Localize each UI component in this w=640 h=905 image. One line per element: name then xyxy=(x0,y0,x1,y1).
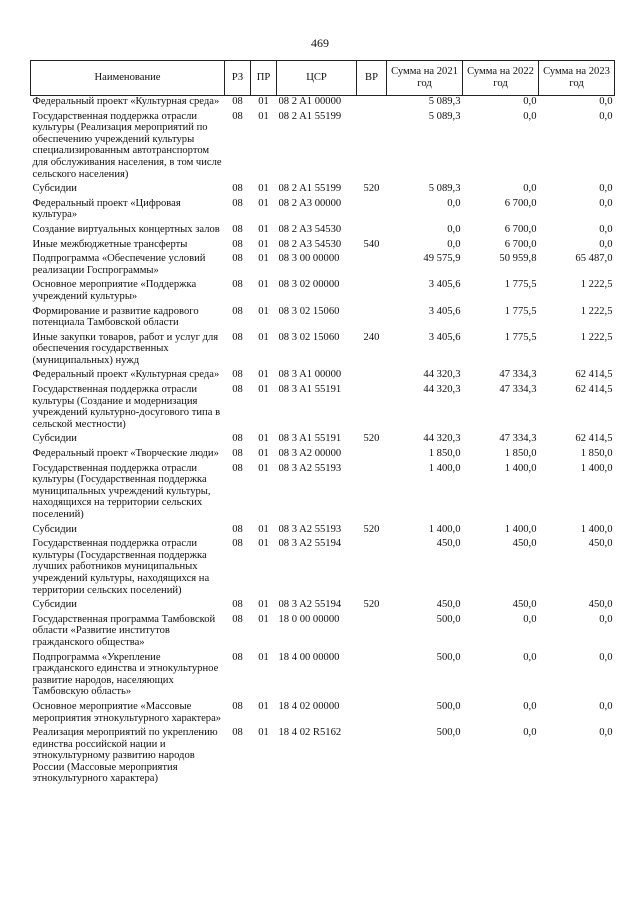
row-name: Субсидии xyxy=(32,433,77,445)
row-sum-2021: 44 320,3 xyxy=(423,384,461,396)
row-vr xyxy=(357,384,387,433)
row-vr: 540 xyxy=(363,238,380,250)
table-row xyxy=(31,652,615,701)
table-row xyxy=(31,433,615,448)
row-sum-2022: 47 334,3 xyxy=(499,369,537,381)
row-sum-2023: 1 222,5 xyxy=(580,279,613,291)
row-vr xyxy=(357,448,387,463)
row-rz: 08 xyxy=(232,238,243,250)
row-sum-2022: 6 700,0 xyxy=(504,223,537,235)
row-name: Государственная программа Тамбовской области «Развитие институтов гражданского общества» xyxy=(32,613,216,648)
row-sum-2022: 1 775,5 xyxy=(504,305,537,317)
row-sum-2022: 0,0 xyxy=(523,700,537,712)
row-pr: 01 xyxy=(258,197,269,209)
row-csr: 08 3 A1 00000 xyxy=(278,369,342,381)
row-sum-2023: 0,0 xyxy=(599,700,613,712)
row-sum-2022: 1 400,0 xyxy=(504,462,537,474)
row-pr: 01 xyxy=(258,331,269,343)
row-sum-2023: 450,0 xyxy=(588,599,613,611)
table-row xyxy=(31,384,615,433)
row-csr: 08 3 A2 55194 xyxy=(278,538,342,550)
row-name: Субсидии xyxy=(32,523,77,535)
row-csr: 08 2 A3 54530 xyxy=(278,238,342,250)
row-vr xyxy=(357,614,387,652)
row-sum-2023: 62 414,5 xyxy=(575,433,613,445)
row-sum-2021: 49 575,9 xyxy=(423,253,461,265)
row-vr xyxy=(357,306,387,332)
row-name: Федеральный проект «Культурная среда» xyxy=(32,369,220,381)
row-sum-2023: 0,0 xyxy=(599,238,613,250)
row-sum-2022: 6 700,0 xyxy=(504,238,537,250)
table-row xyxy=(31,279,615,305)
row-pr: 01 xyxy=(258,305,269,317)
table-row xyxy=(31,253,615,279)
header-vr: ВР xyxy=(357,61,387,96)
header-sum-2022: Сумма на 2022 год xyxy=(463,61,539,96)
row-name: Федеральный проект «Культурная среда» xyxy=(32,96,220,107)
table-row xyxy=(31,332,615,370)
row-pr: 01 xyxy=(258,523,269,535)
row-pr: 01 xyxy=(258,223,269,235)
row-vr xyxy=(357,538,387,599)
row-sum-2022: 0,0 xyxy=(523,183,537,195)
row-csr: 08 3 02 00000 xyxy=(278,279,340,291)
row-sum-2023: 65 487,0 xyxy=(575,253,613,265)
header-sum-2021: Сумма на 2021 год xyxy=(387,61,463,96)
row-sum-2021: 0,0 xyxy=(447,238,461,250)
row-pr: 01 xyxy=(258,279,269,291)
row-rz: 08 xyxy=(232,331,243,343)
row-vr xyxy=(357,253,387,279)
page-number: 469 xyxy=(311,36,329,50)
row-csr: 08 2 A1 55199 xyxy=(278,183,342,195)
row-sum-2021: 44 320,3 xyxy=(423,369,461,381)
row-sum-2022: 50 959,8 xyxy=(499,253,537,265)
row-sum-2022: 47 334,3 xyxy=(499,384,537,396)
row-sum-2023: 62 414,5 xyxy=(575,384,613,396)
table-row xyxy=(31,614,615,652)
budget-table xyxy=(30,60,615,788)
table-row xyxy=(31,369,615,384)
table-header xyxy=(31,61,615,96)
row-sum-2023: 62 414,5 xyxy=(575,369,613,381)
row-sum-2022: 1 400,0 xyxy=(504,523,537,535)
row-name: Подпрограмма «Укрепление гражданского единства и этнокультурное развитие народов, населяющих Тамбовскую область» xyxy=(32,651,219,698)
row-sum-2021: 5 089,3 xyxy=(428,96,461,107)
row-pr: 01 xyxy=(258,110,269,122)
table-row xyxy=(31,224,615,239)
row-sum-2022: 6 700,0 xyxy=(504,197,537,209)
row-sum-2021: 500,0 xyxy=(436,727,461,739)
table-row xyxy=(31,96,615,111)
row-sum-2022: 0,0 xyxy=(523,727,537,739)
row-pr: 01 xyxy=(258,462,269,474)
row-name: Основное мероприятие «Поддержка учреждений культуры» xyxy=(32,279,197,302)
row-csr: 08 3 02 15060 xyxy=(278,331,340,343)
header-rz: РЗ xyxy=(225,61,251,96)
row-pr: 01 xyxy=(258,183,269,195)
row-sum-2023: 0,0 xyxy=(599,613,613,625)
row-vr: 520 xyxy=(363,599,380,611)
row-sum-2021: 44 320,3 xyxy=(423,433,461,445)
header-csr: ЦСР xyxy=(277,61,357,96)
row-vr xyxy=(357,279,387,305)
row-rz: 08 xyxy=(232,538,243,550)
header-name: Наименование xyxy=(31,61,225,96)
row-rz: 08 xyxy=(232,253,243,265)
row-csr: 08 3 A2 55194 xyxy=(278,599,342,611)
row-sum-2023: 0,0 xyxy=(599,183,613,195)
header-pr: ПР xyxy=(251,61,277,96)
row-sum-2022: 0,0 xyxy=(523,613,537,625)
row-name: Основное мероприятие «Массовые мероприятия этнокультурного характера» xyxy=(32,700,222,724)
row-sum-2021: 450,0 xyxy=(436,538,461,550)
row-sum-2021: 3 405,6 xyxy=(428,305,461,317)
row-rz: 08 xyxy=(232,462,243,474)
row-csr: 08 3 A2 55193 xyxy=(278,462,342,474)
row-rz: 08 xyxy=(232,727,243,739)
row-sum-2021: 450,0 xyxy=(436,599,461,611)
row-pr: 01 xyxy=(258,253,269,265)
row-pr: 01 xyxy=(258,96,269,107)
row-sum-2023: 1 222,5 xyxy=(580,331,613,343)
row-rz: 08 xyxy=(232,279,243,291)
row-rz: 08 xyxy=(232,369,243,381)
row-csr: 18 4 02 R5162 xyxy=(278,727,342,739)
row-pr: 01 xyxy=(258,538,269,550)
row-name: Субсидии xyxy=(32,183,77,195)
row-name: Иные межбюджетные трансферты xyxy=(32,238,188,250)
row-csr: 08 3 00 00000 xyxy=(278,253,340,265)
table-row xyxy=(31,111,615,184)
row-sum-2021: 0,0 xyxy=(447,197,461,209)
row-sum-2022: 1 775,5 xyxy=(504,279,537,291)
row-sum-2022: 1 850,0 xyxy=(504,448,537,460)
row-vr xyxy=(357,96,387,111)
row-sum-2021: 500,0 xyxy=(436,700,461,712)
row-rz: 08 xyxy=(232,613,243,625)
row-csr: 08 3 A1 55191 xyxy=(278,433,342,445)
row-rz: 08 xyxy=(232,433,243,445)
row-sum-2023: 0,0 xyxy=(599,727,613,739)
row-csr: 08 3 A1 55191 xyxy=(278,384,342,396)
row-vr: 520 xyxy=(363,523,380,535)
row-vr xyxy=(357,727,387,788)
row-pr: 01 xyxy=(258,651,269,663)
row-vr xyxy=(357,701,387,727)
row-rz: 08 xyxy=(232,305,243,317)
table-row xyxy=(31,306,615,332)
row-sum-2023: 0,0 xyxy=(599,197,613,209)
row-name: Федеральный проект «Цифровая культура» xyxy=(32,197,181,221)
row-rz: 08 xyxy=(232,700,243,712)
row-sum-2023: 1 400,0 xyxy=(580,462,613,474)
row-sum-2022: 0,0 xyxy=(523,651,537,663)
row-vr: 240 xyxy=(363,331,380,343)
row-sum-2022: 450,0 xyxy=(512,538,537,550)
row-name: Подпрограмма «Обеспечение условий реализации Госпрограммы» xyxy=(32,253,206,276)
row-csr: 08 2 A3 00000 xyxy=(278,197,342,209)
row-csr: 18 0 00 00000 xyxy=(278,613,340,625)
row-name: Реализация мероприятий по укреплению единства российской нации и этнокультурному развитию народов России (Массовые мероприятия этнокультурного характера) xyxy=(32,727,218,785)
row-sum-2023: 0,0 xyxy=(599,223,613,235)
row-sum-2022: 1 775,5 xyxy=(504,331,537,343)
row-sum-2022: 450,0 xyxy=(512,599,537,611)
row-csr: 18 4 02 00000 xyxy=(278,700,340,712)
row-sum-2023: 1 222,5 xyxy=(580,305,613,317)
row-vr xyxy=(357,198,387,224)
table-row xyxy=(31,524,615,539)
row-pr: 01 xyxy=(258,599,269,611)
row-csr: 08 2 A1 00000 xyxy=(278,96,342,107)
row-csr: 08 2 A1 55199 xyxy=(278,110,342,122)
row-vr xyxy=(357,369,387,384)
row-sum-2021: 1 850,0 xyxy=(428,448,461,460)
row-rz: 08 xyxy=(232,384,243,396)
row-pr: 01 xyxy=(258,727,269,739)
row-rz: 08 xyxy=(232,599,243,611)
row-rz: 08 xyxy=(232,96,243,107)
row-rz: 08 xyxy=(232,448,243,460)
row-sum-2023: 0,0 xyxy=(599,110,613,122)
row-name: Субсидии xyxy=(32,599,77,611)
table-body xyxy=(31,96,615,789)
row-pr: 01 xyxy=(258,369,269,381)
row-sum-2021: 1 400,0 xyxy=(428,523,461,535)
row-vr: 520 xyxy=(363,183,380,195)
row-name: Государственная поддержка отрасли культуры (Государственная поддержка муниципальных учреждений культуры, находящихся на территории сельских поселений) xyxy=(32,462,211,520)
table-row xyxy=(31,701,615,727)
row-sum-2021: 1 400,0 xyxy=(428,462,461,474)
row-sum-2023: 0,0 xyxy=(599,651,613,663)
row-vr xyxy=(357,111,387,184)
row-sum-2021: 500,0 xyxy=(436,651,461,663)
row-name: Государственная поддержка отрасли культуры (Создание и модернизация учреждений культурно-досугового типа в сельской местности) xyxy=(32,384,221,430)
table-row xyxy=(31,727,615,788)
row-csr: 18 4 00 00000 xyxy=(278,651,340,663)
row-vr xyxy=(357,224,387,239)
row-pr: 01 xyxy=(258,384,269,396)
row-rz: 08 xyxy=(232,523,243,535)
row-name: Федеральный проект «Творческие люди» xyxy=(32,448,219,460)
row-sum-2023: 1 400,0 xyxy=(580,523,613,535)
row-sum-2022: 0,0 xyxy=(523,96,537,107)
row-pr: 01 xyxy=(258,238,269,250)
row-sum-2021: 3 405,6 xyxy=(428,279,461,291)
row-sum-2022: 0,0 xyxy=(523,110,537,122)
row-rz: 08 xyxy=(232,223,243,235)
table-row xyxy=(31,463,615,524)
row-sum-2023: 0,0 xyxy=(599,96,613,107)
row-rz: 08 xyxy=(232,183,243,195)
row-sum-2021: 500,0 xyxy=(436,613,461,625)
row-sum-2023: 450,0 xyxy=(588,538,613,550)
row-rz: 08 xyxy=(232,651,243,663)
table-row xyxy=(31,198,615,224)
row-vr xyxy=(357,652,387,701)
row-vr xyxy=(357,463,387,524)
header-sum-2023: Сумма на 2023 год xyxy=(539,61,615,96)
table-row xyxy=(31,448,615,463)
row-sum-2022: 47 334,3 xyxy=(499,433,537,445)
row-csr: 08 2 A3 54530 xyxy=(278,223,342,235)
row-pr: 01 xyxy=(258,448,269,460)
row-sum-2023: 1 850,0 xyxy=(580,448,613,460)
row-name: Создание виртуальных концертных залов xyxy=(32,223,220,235)
table-row xyxy=(31,538,615,599)
table-row xyxy=(31,239,615,254)
row-name: Формирование и развитие кадрового потенциала Тамбовской области xyxy=(32,305,199,329)
row-rz: 08 xyxy=(232,110,243,122)
row-pr: 01 xyxy=(258,613,269,625)
row-sum-2021: 3 405,6 xyxy=(428,331,461,343)
row-vr: 520 xyxy=(363,433,380,445)
row-sum-2021: 5 089,3 xyxy=(428,110,461,122)
row-pr: 01 xyxy=(258,700,269,712)
row-pr: 01 xyxy=(258,433,269,445)
row-csr: 08 3 A2 00000 xyxy=(278,448,342,460)
row-sum-2021: 5 089,3 xyxy=(428,183,461,195)
row-name: Государственная поддержка отрасли культуры (Государственная поддержка лучших работников муниципальных учреждений культуры, находящихся на территории сельских поселений) xyxy=(32,538,210,596)
table-row xyxy=(31,599,615,614)
table-row xyxy=(31,183,615,198)
row-csr: 08 3 A2 55193 xyxy=(278,523,342,535)
row-rz: 08 xyxy=(232,197,243,209)
row-name: Иные закупки товаров, работ и услуг для обеспечения государственных (муниципальных) нужд xyxy=(32,331,219,366)
row-sum-2021: 0,0 xyxy=(447,223,461,235)
row-name: Государственная поддержка отрасли культуры (Реализация мероприятий по обеспечению учреждений культуры специализированным автотранспортом для обслуживания населения, в том числе сельского населения) xyxy=(32,110,222,180)
row-csr: 08 3 02 15060 xyxy=(278,305,340,317)
